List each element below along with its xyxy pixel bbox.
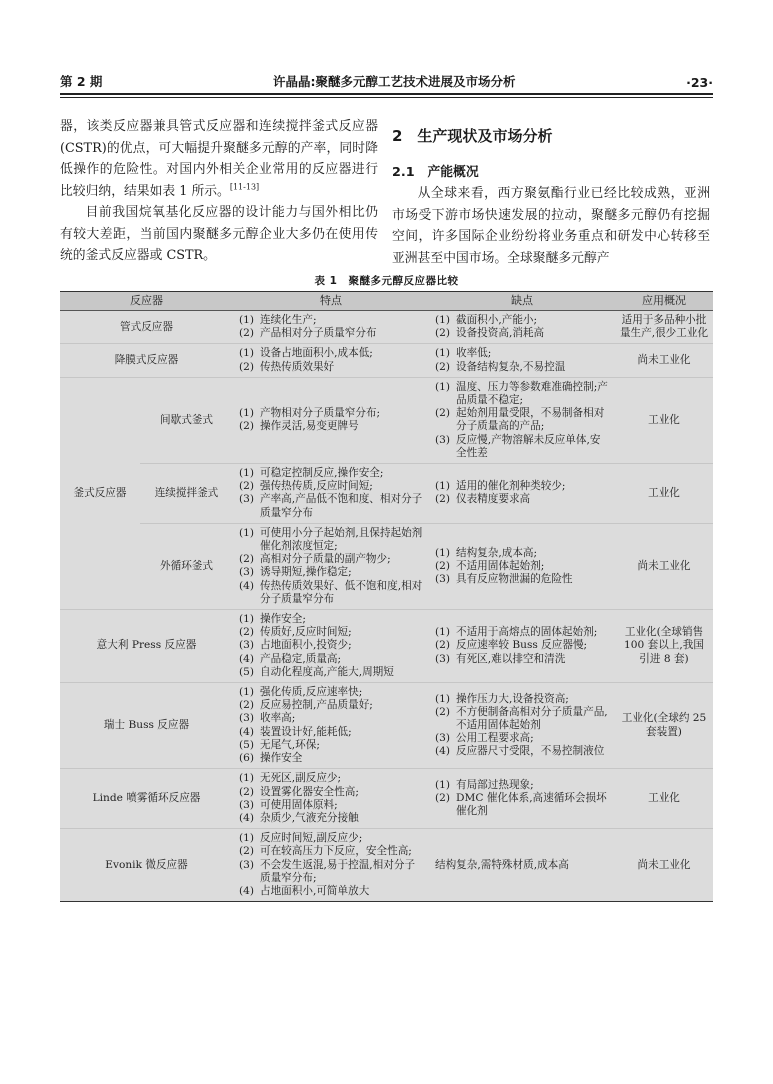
- application-cell: 工业化(全球销售 100 套以上,我国引进 8 套): [615, 610, 713, 683]
- item-text: 公用工程要求高;: [456, 732, 534, 745]
- item-text: 反应易控制,产品质量好;: [260, 699, 373, 712]
- list-item: [239, 527, 425, 553]
- item-number: (2): [435, 327, 451, 340]
- item-number: (2): [435, 792, 451, 805]
- table-row: [60, 829, 713, 902]
- item-number: (2): [239, 327, 255, 340]
- item-number: (3): [239, 798, 255, 811]
- running-title: 许晶晶:聚醚多元醇工艺技术进展及市场分析: [273, 74, 516, 89]
- reactor-name: 管式反应器: [60, 311, 233, 344]
- item-text: 产率高,产品低不饱和度、相对分子质量窄分布: [260, 493, 423, 519]
- features-cell: [233, 344, 429, 377]
- list-item: [239, 407, 425, 420]
- item-text: 截面积小,产能小;: [456, 314, 538, 326]
- item-text: 可稳定控制反应,操作安全;: [260, 467, 384, 480]
- right-column: [392, 116, 710, 269]
- item-number: (1): [239, 772, 255, 785]
- application-cell: 工业化: [615, 377, 713, 463]
- list-item: [435, 706, 611, 732]
- list-item: [435, 792, 611, 818]
- item-text: 有局部过热现象;: [456, 778, 534, 791]
- list-item: [435, 693, 611, 706]
- item-number: (1): [435, 546, 451, 559]
- item-number: (1): [435, 380, 451, 393]
- item-number: (3): [239, 858, 255, 871]
- item-number: (4): [239, 725, 255, 738]
- item-number: (1): [435, 778, 451, 791]
- item-number: (2): [239, 626, 255, 639]
- item-number: (2): [239, 845, 255, 858]
- item-text: 反应慢,产物溶解未反应单体,安全性差: [456, 433, 601, 459]
- application-cell: 工业化(全球约 25 套装置): [615, 683, 713, 769]
- list-item: [239, 666, 425, 679]
- item-number: (3): [435, 732, 451, 745]
- item-text: 自动化程度高,产能大,周期短: [260, 665, 394, 678]
- header-rule-thin: [60, 97, 713, 98]
- right-paragraph-1: 从全球来看，西方聚氨酯行业已经比较成熟，亚洲市场受下游市场快速发展的拉动，聚醚多元醇仍有挖掘空间，许多国际企业纷纷将业务重点和研发中心转移至亚洲甚至中国市场。全球聚醚多元醇产: [392, 186, 710, 266]
- section-heading: 2 生产现状及市场分析: [392, 127, 553, 145]
- item-text: 设备占地面积小,成本低;: [260, 347, 373, 360]
- header-cons: 缺点: [429, 292, 615, 311]
- item-number: (1): [239, 407, 255, 420]
- item-number: (1): [239, 686, 255, 699]
- item-number: (2): [239, 699, 255, 712]
- item-number: (1): [239, 314, 255, 326]
- left-paragraph-1-text: 器，该类反应器兼具管式反应器和连续搅拌釜式反应器(CSTR)的优点，可大幅提升聚醚多元醇的产率，同时降低操作的危险性。对国内外相关企业常用的反应器进行比较归纳，结果如表 1 所示。: [60, 119, 378, 199]
- cons-cell: [429, 464, 615, 524]
- item-number: (4): [239, 811, 255, 824]
- features-cell: [233, 683, 429, 769]
- list-item: [435, 560, 611, 573]
- item-number: (2): [435, 493, 451, 506]
- list-item: [239, 347, 425, 360]
- item-text: 产品稳定,质量高;: [260, 652, 342, 665]
- item-text: 反应时间短,副反应少;: [260, 832, 363, 845]
- item-text: 占地面积小,投资少;: [260, 639, 352, 652]
- list-item: [239, 566, 425, 579]
- item-number: (2): [239, 360, 255, 373]
- header-reactor: 反应器: [60, 292, 233, 311]
- reactor-name: 意大利 Press 反应器: [60, 610, 233, 683]
- item-text: 强传热传质,反应时间短;: [260, 480, 373, 493]
- application-cell: 尚未工业化: [615, 829, 713, 902]
- table-row: [60, 610, 713, 683]
- application-cell: 尚未工业化: [615, 523, 713, 609]
- list-item: [435, 732, 611, 745]
- item-text: 温度、压力等参数难准确控制;产品质量不稳定;: [456, 380, 608, 407]
- header-features: 特点: [233, 292, 429, 311]
- features-cell: [233, 311, 429, 344]
- issue-number: 第 2 期: [60, 74, 103, 89]
- list-item: [239, 420, 425, 433]
- table-row: [60, 523, 713, 609]
- cons-cell: [429, 610, 615, 683]
- list-item: [239, 845, 425, 858]
- reactor-subtype: 外循环釜式: [140, 523, 233, 609]
- item-number: (3): [435, 573, 451, 586]
- item-text: 收率高;: [260, 712, 296, 725]
- item-text: 杂质少,气液充分接触: [260, 811, 359, 824]
- left-paragraph-2: 目前我国烷氧基化反应器的设计能力与国外相比仍有较大差距，当前国内聚醚多元醇企业大多仍在使用传统的釜式反应器或 CSTR。: [60, 205, 378, 263]
- list-item: [239, 613, 425, 626]
- item-text: 操作安全: [260, 752, 303, 765]
- item-number: (2): [239, 553, 255, 566]
- list-item: [435, 639, 611, 652]
- list-item: [239, 885, 425, 898]
- list-item: [435, 314, 611, 327]
- list-item: [239, 799, 425, 812]
- item-text: 高相对分子质量的副产物少;: [260, 553, 391, 566]
- list-item: [239, 712, 425, 725]
- cons-cell: [429, 311, 615, 344]
- list-item: [435, 779, 611, 792]
- list-item: [435, 327, 611, 340]
- header-rule: [60, 93, 713, 95]
- item-number: (5): [239, 738, 255, 751]
- item-text: 传热传质效果好、低不饱和度,相对分子质量窄分布: [260, 579, 423, 605]
- list-item: [435, 653, 611, 666]
- list-item: [239, 752, 425, 765]
- item-number: (3): [435, 433, 451, 446]
- page-number: ·23·: [686, 75, 713, 90]
- item-number: (1): [435, 480, 451, 493]
- item-text: 连续化生产;: [260, 314, 317, 326]
- list-item: [239, 327, 425, 340]
- item-text: 可在较高压力下反应，安全性高;: [260, 845, 412, 858]
- table-header-row: [60, 292, 713, 311]
- list-item: [435, 347, 611, 360]
- subsection-heading: 2.1 产能概况: [392, 164, 479, 180]
- table-row: [60, 377, 713, 463]
- item-text: 结构复杂,成本高;: [456, 546, 538, 559]
- item-text: 具有反应物泄漏的危险性: [456, 573, 573, 586]
- item-text: 占地面积小,可简单放大: [260, 884, 370, 897]
- list-item: [435, 434, 611, 460]
- item-number: (1): [435, 347, 451, 360]
- list-item: [239, 686, 425, 699]
- item-text: 不适用固体起始剂;: [456, 559, 545, 572]
- item-text: 装置设计好,能耗低;: [260, 725, 352, 738]
- cons-cell: [429, 683, 615, 769]
- application-cell: 工业化: [615, 464, 713, 524]
- item-text: 设备结构复杂,不易控温: [456, 360, 566, 373]
- item-text: 强化传质,反应速率快;: [260, 686, 363, 699]
- item-text: 可使用小分子起始剂,且保持起始剂催化剂浓度恒定;: [260, 526, 423, 553]
- features-cell: [233, 769, 429, 829]
- list-item: [239, 580, 425, 606]
- table-body: [60, 311, 713, 902]
- list-item: [239, 739, 425, 752]
- left-column: [60, 116, 378, 267]
- list-item: [239, 361, 425, 374]
- reactor-name: Evonik 微反应器: [60, 829, 233, 902]
- item-number: (4): [239, 579, 255, 592]
- item-number: (4): [239, 884, 255, 897]
- left-paragraph-1: [60, 116, 378, 202]
- item-text: 不方便制备高相对分子质量产品,不适用固体起始剂: [456, 705, 608, 732]
- list-item: [239, 812, 425, 825]
- cons-cell: [429, 377, 615, 463]
- list-item: [239, 832, 425, 845]
- features-cell: [233, 523, 429, 609]
- item-text: 适用的催化剂种类较少;: [456, 480, 566, 493]
- table-row: [60, 464, 713, 524]
- item-text: 产品相对分子质量窄分布: [260, 327, 377, 340]
- item-number: (1): [239, 347, 255, 360]
- item-text: 仪表精度要求高: [456, 493, 531, 506]
- item-number: (1): [435, 626, 451, 639]
- list-item: [435, 626, 611, 639]
- item-number: (1): [435, 692, 451, 705]
- item-text: 反应速率较 Buss 反应器慢;: [456, 639, 588, 652]
- list-item: [435, 407, 611, 433]
- item-number: (4): [239, 652, 255, 665]
- list-item: [239, 772, 425, 785]
- table-caption: 表 1 聚醚多元醇反应器比较: [314, 275, 459, 287]
- item-number: (1): [239, 832, 255, 845]
- list-item: [239, 726, 425, 739]
- item-number: (3): [239, 712, 255, 725]
- item-text: 设备投资高,消耗高: [456, 327, 545, 340]
- list-item: [239, 553, 425, 566]
- reactor-name: Linde 喷雾循环反应器: [60, 769, 233, 829]
- list-item: [239, 786, 425, 799]
- item-number: (2): [435, 360, 451, 373]
- list-item: [239, 314, 425, 327]
- item-text: 传热传质效果好: [260, 360, 335, 373]
- application-cell: 尚未工业化: [615, 344, 713, 377]
- item-number: (1): [239, 613, 255, 626]
- item-number: (2): [435, 639, 451, 652]
- item-number: (1): [239, 526, 255, 539]
- item-text: 产物相对分子质量窄分布;: [260, 407, 381, 420]
- application-cell: 工业化: [615, 769, 713, 829]
- cons-cell: 结构复杂,需特殊材质,成本高: [429, 829, 615, 902]
- item-text: 无死区,副反应少;: [260, 772, 342, 785]
- list-item: [239, 467, 425, 480]
- item-text: 操作灵活,易变更牌号: [260, 420, 359, 433]
- item-number: (1): [239, 467, 255, 480]
- list-item: [435, 547, 611, 560]
- item-text: 操作压力大,设备投资高;: [456, 692, 569, 705]
- citation[interactable]: [11-13]: [229, 182, 260, 192]
- list-item: [435, 493, 611, 506]
- item-number: (4): [435, 745, 451, 758]
- item-number: (6): [239, 752, 255, 765]
- item-number: (2): [239, 420, 255, 433]
- features-cell: [233, 829, 429, 902]
- list-item: [435, 745, 611, 758]
- item-text: 收率低;: [456, 347, 492, 360]
- item-number: (2): [435, 559, 451, 572]
- table-row: [60, 311, 713, 344]
- item-number: (2): [435, 705, 451, 718]
- reactor-group-kettle: 釜式反应器: [60, 377, 140, 609]
- item-text: 传质好,反应时间短;: [260, 626, 352, 639]
- item-text: 可使用固体原料;: [260, 798, 338, 811]
- item-number: (3): [239, 566, 255, 579]
- item-text: 设置雾化器安全性高;: [260, 785, 359, 798]
- list-item: [239, 653, 425, 666]
- list-item: [239, 639, 425, 652]
- cons-cell: [429, 769, 615, 829]
- item-number: (3): [435, 652, 451, 665]
- item-text: 操作安全;: [260, 613, 306, 626]
- item-number: (3): [239, 493, 255, 506]
- header-application: 应用概况: [615, 292, 713, 311]
- reactor-subtype: 间歇式釜式: [140, 377, 233, 463]
- cons-cell: [429, 523, 615, 609]
- reactor-name: 瑞士 Buss 反应器: [60, 683, 233, 769]
- list-item: [435, 573, 611, 586]
- item-text: DMC 催化体系,高速循环会损坏催化剂: [456, 792, 607, 818]
- table-row: [60, 344, 713, 377]
- item-text: 诱导期短,操作稳定;: [260, 566, 352, 579]
- list-item: [239, 480, 425, 493]
- item-number: (2): [239, 480, 255, 493]
- application-cell: 适用于多品种小批量生产,很少工业化: [615, 311, 713, 344]
- item-number: (5): [239, 665, 255, 678]
- item-number: (1): [435, 314, 451, 326]
- list-item: [239, 699, 425, 712]
- features-cell: [233, 464, 429, 524]
- item-text: 不适用于高熔点的固体起始剂;: [456, 626, 598, 639]
- item-number: (2): [435, 407, 451, 420]
- item-text: 不会发生返混,易于控温,相对分子质量窄分布;: [260, 858, 416, 884]
- item-number: (3): [239, 639, 255, 652]
- reactor-subtype: 连续搅拌釜式: [140, 464, 233, 524]
- item-text: 起始剂用量受限，不易制备相对分子质量高的产品;: [456, 407, 605, 433]
- item-number: (2): [239, 785, 255, 798]
- list-item: [435, 381, 611, 407]
- running-header: [60, 68, 713, 90]
- features-cell: [233, 377, 429, 463]
- item-text: 有死区,难以排空和清洗: [456, 652, 566, 665]
- table-row: [60, 769, 713, 829]
- list-item: [239, 859, 425, 885]
- reactor-comparison-table: [60, 291, 713, 902]
- reactor-name: 降膜式反应器: [60, 344, 233, 377]
- list-item: [435, 480, 611, 493]
- list-item: [239, 626, 425, 639]
- item-text: 反应器尺寸受限，不易控制液位: [456, 745, 605, 758]
- list-item: [435, 361, 611, 374]
- table-row: [60, 683, 713, 769]
- item-text: 无尾气,环保;: [260, 738, 320, 751]
- features-cell: [233, 610, 429, 683]
- list-item: [239, 493, 425, 519]
- cons-cell: [429, 344, 615, 377]
